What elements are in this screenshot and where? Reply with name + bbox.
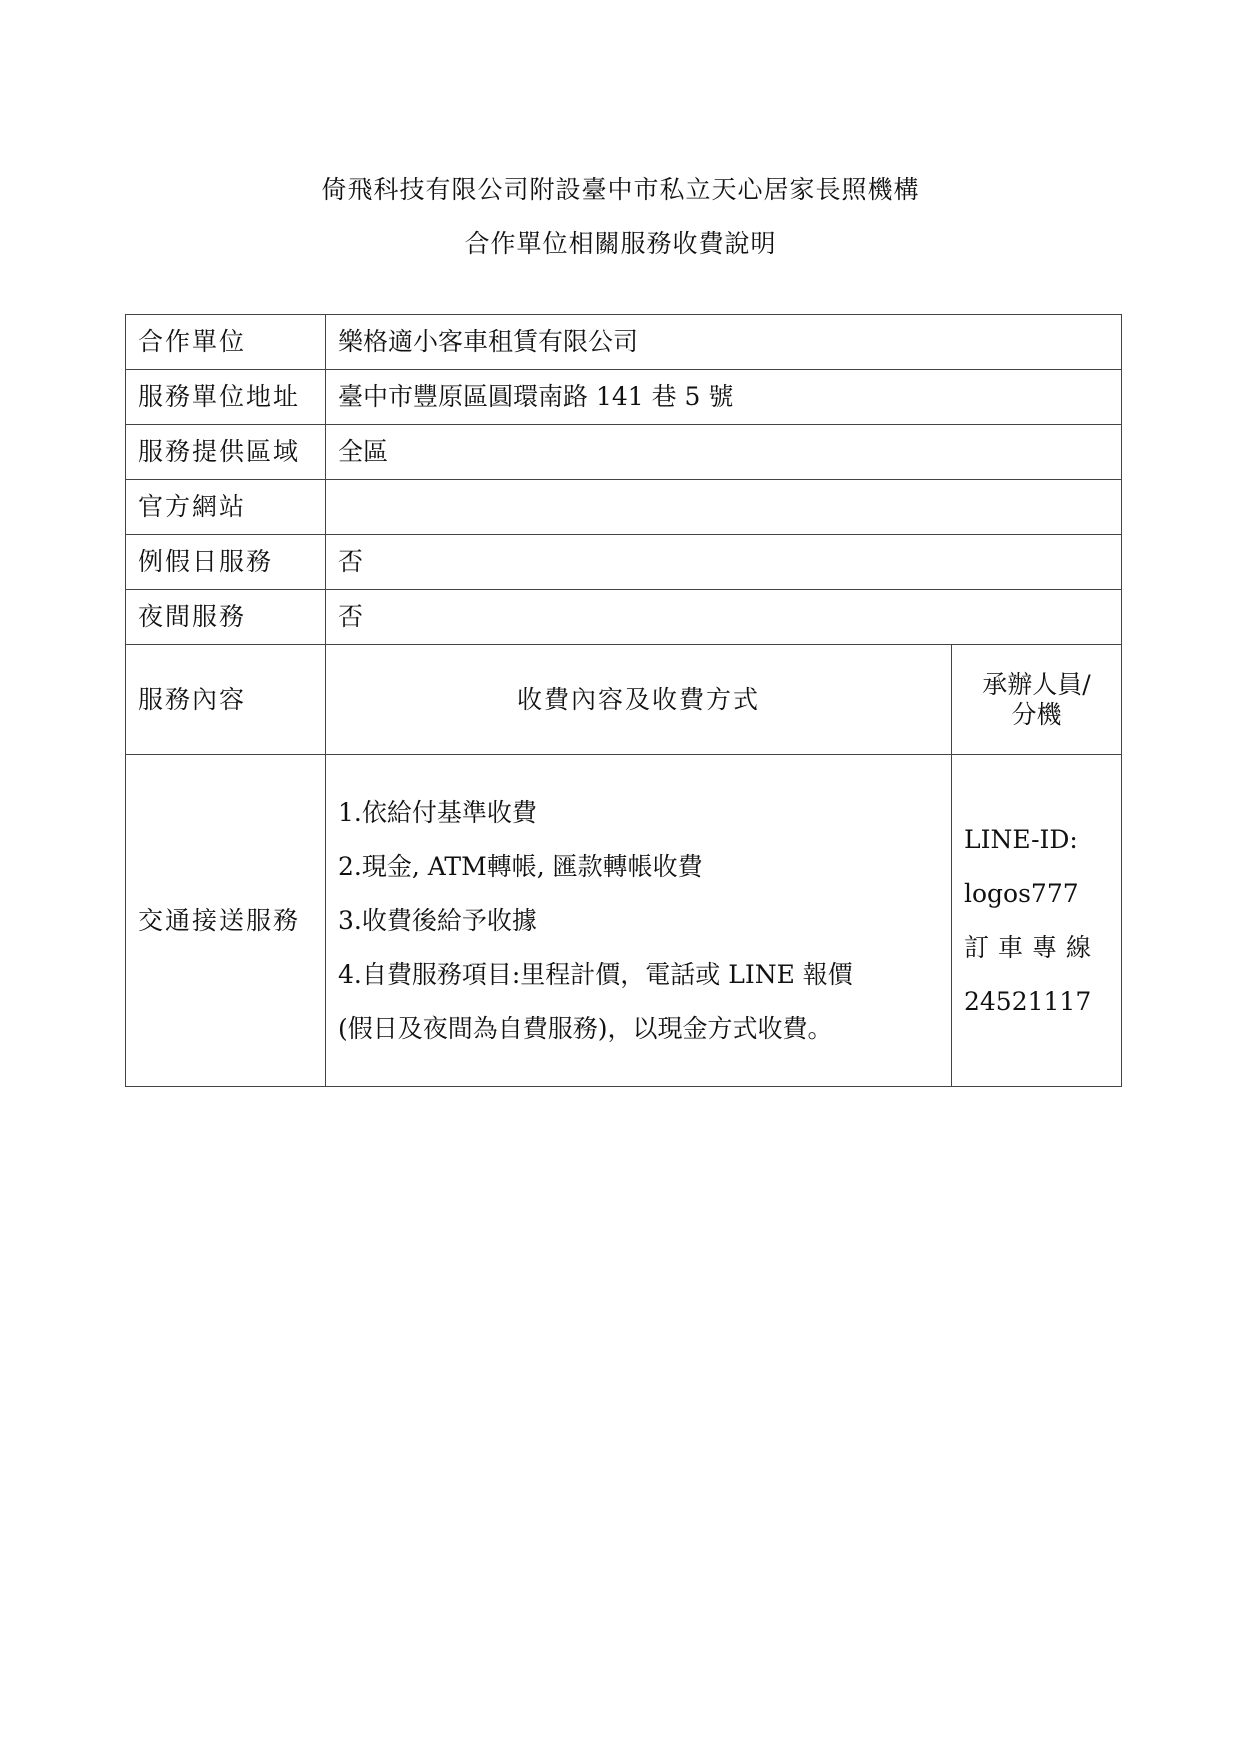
header-fee-content: 收費內容及收費方式: [326, 645, 952, 755]
header-service-content: 服務內容: [126, 645, 326, 755]
table-row: [126, 315, 1122, 370]
fee-line: (假日及夜間為自費服務)，以現金方式收費。: [338, 1013, 833, 1043]
row-label-partner: 合作單位: [126, 315, 326, 370]
contact-line: 訂車專線: [964, 932, 1101, 962]
row-value-night-service: 否: [326, 590, 1122, 645]
document-subtitle: 合作單位相關服務收費說明: [464, 229, 777, 258]
fee-line: 2.現金, ATM轉帳, 匯款轉帳收費: [338, 851, 703, 881]
table-row: [126, 535, 1122, 590]
header-contact-line1: 承辦人員/: [982, 669, 1091, 699]
row-value-holiday-service: 否: [326, 535, 1122, 590]
row-value-partner: 樂格適小客車租賃有限公司: [326, 315, 1122, 370]
service-name: 交通接送服務: [126, 755, 326, 1087]
header-contact: [952, 645, 1122, 755]
contact-line: 24521117: [964, 986, 1092, 1016]
table-header-row: [126, 645, 1122, 755]
header-contact-line2: 分機: [1011, 699, 1062, 729]
contact-line: logos777: [964, 878, 1079, 908]
fee-line: 1.依給付基準收費: [338, 797, 537, 827]
service-fee-table: [125, 314, 1122, 1087]
table-row: [126, 755, 1122, 1087]
fee-details: [326, 755, 952, 1087]
table-row: [126, 425, 1122, 480]
document-title: 倚飛科技有限公司附設臺中市私立天心居家長照機構: [321, 175, 920, 204]
fee-line: 4.自費服務項目:里程計價，電話或 LINE 報價: [338, 959, 853, 989]
contact-details: [952, 755, 1122, 1087]
row-value-address: 臺中市豐原區圓環南路 141 巷 5 號: [326, 370, 1122, 425]
row-label-night-service: 夜間服務: [126, 590, 326, 645]
row-value-service-area: 全區: [326, 425, 1122, 480]
row-label-address: 服務單位地址: [126, 370, 326, 425]
table-row: [126, 370, 1122, 425]
contact-line: LINE-ID:: [964, 824, 1078, 854]
row-label-website: 官方網站: [126, 480, 326, 535]
row-value-website: [326, 480, 1122, 535]
row-label-holiday-service: 例假日服務: [126, 535, 326, 590]
table-row: [126, 590, 1122, 645]
table-row: [126, 480, 1122, 535]
row-label-service-area: 服務提供區域: [126, 425, 326, 480]
fee-line: 3.收費後給予收據: [338, 905, 537, 935]
